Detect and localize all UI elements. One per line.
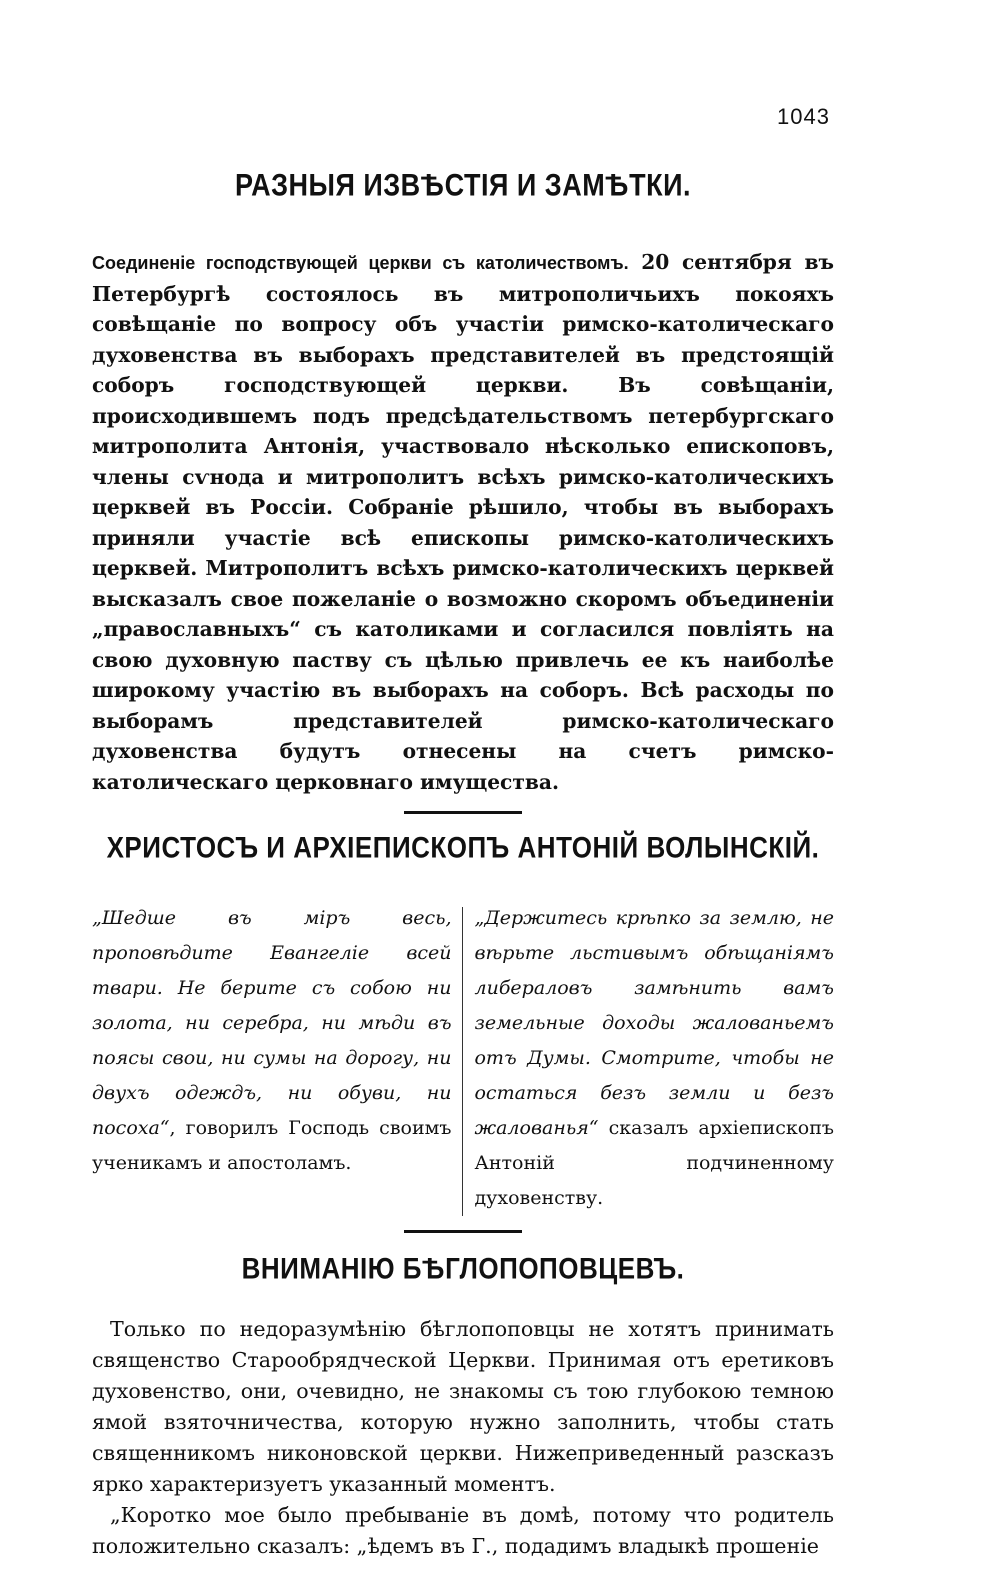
section-divider [404, 811, 522, 814]
news-body: 20 сентября въ Петербургѣ состоялось въ митрополичьихъ покояхъ совѣщаніе по вопросу объ участіи римско-католическаго духовенства въ выборахъ представителей въ предстоящій соборъ господствующей церкви. Въ совѣщаніи, происходившемъ подъ предсѣдательствомъ петербургскаго митрополита Антонія, участвовало нѣсколько епископовъ, члены сѵнода и митрополитъ всѣхъ римско-католическихъ церквей въ Россіи. Собраніе рѣшило, чтобы въ выборахъ приняли участіе всѣ епископы римско-католическихъ церквей. Митрополитъ всѣхъ римско-католическихъ церквей высказалъ свое пожеланіе о возможно скоромъ объединеніи „православныхъ“ съ католиками и согласился повліять на свою духовную паству съ цѣлью привлечь ее къ наиболѣе широкому участію въ выборахъ на соборъ. Всѣ расходы по выборамъ представителей римско-католическаго духовенства будутъ отнесены на счетъ римско-католическаго церковнаго имущества. [92, 250, 834, 794]
antony-quote: „Держитесь крѣпко за землю, не вѣрьте льстивымъ обѣщаніямъ либераловъ замѣнить вамъ земельные доходы жалованьемъ отъ Думы. Смотрите, чтобы не остаться безъ земли и безъ жалованья“ [474, 907, 834, 1139]
section-title-news: РАЗНЫЯ ИЗВѢСТІЯ И ЗАМѢТКИ. [234, 167, 692, 203]
two-column-comparison [92, 901, 834, 1216]
section-divider-2 [404, 1230, 522, 1233]
left-column [92, 901, 462, 1216]
news-paragraph [92, 247, 834, 797]
news-lead: Соединеніе господствующей церкви съ католичествомъ. [92, 253, 629, 273]
antony-attribution: сказалъ архіепископъ Антоній подчиненному духовенству. [474, 1117, 834, 1209]
gospel-attribution: , говорилъ Господь своимъ ученикамъ и апостоламъ. [92, 1117, 452, 1174]
page-number: 1043 [777, 104, 830, 129]
right-column [462, 901, 834, 1216]
gospel-quote: „Шедше въ міръ весь, проповѣдите Евангеліе всей твари. Не берите съ собою ни золота, ни серебра, ни мѣди въ поясы свои, ни сумы на дорогу, ни двухъ одеждъ, ни обуви, ни посоха“ [92, 907, 452, 1139]
section-title-beglopopovtsy: ВНИМАНІЮ БѢГЛОПОПОВЦЕВЪ. [241, 1250, 685, 1286]
section-title-christ-antony: ХРИСТОСЪ И АРХІЕПИСКОПЪ АНТОНІЙ ВОЛЫНСКІЙ. [106, 829, 820, 865]
page-body [92, 100, 834, 1562]
beglopopovtsy-paragraph-1: Только по недоразумѣнію бѣглопоповцы не хотятъ принимать священство Старообрядческой Церкви. Принимая отъ еретиковъ духовенство, они, очевидно, не знакомы съ тою глубокою темною ямой взяточничества, которую нужно заполнить, чтобы стать священникомъ никоновской церкви. Нижеприведенный разсказъ ярко характеризуетъ указанный моментъ. [92, 1317, 834, 1496]
beglopopovtsy-paragraph-2: „Коротко мое было пребываніе въ домѣ, потому что родитель положительно сказалъ: „ѣдемъ въ Г., подадимъ владыкѣ прошеніе [92, 1503, 834, 1558]
